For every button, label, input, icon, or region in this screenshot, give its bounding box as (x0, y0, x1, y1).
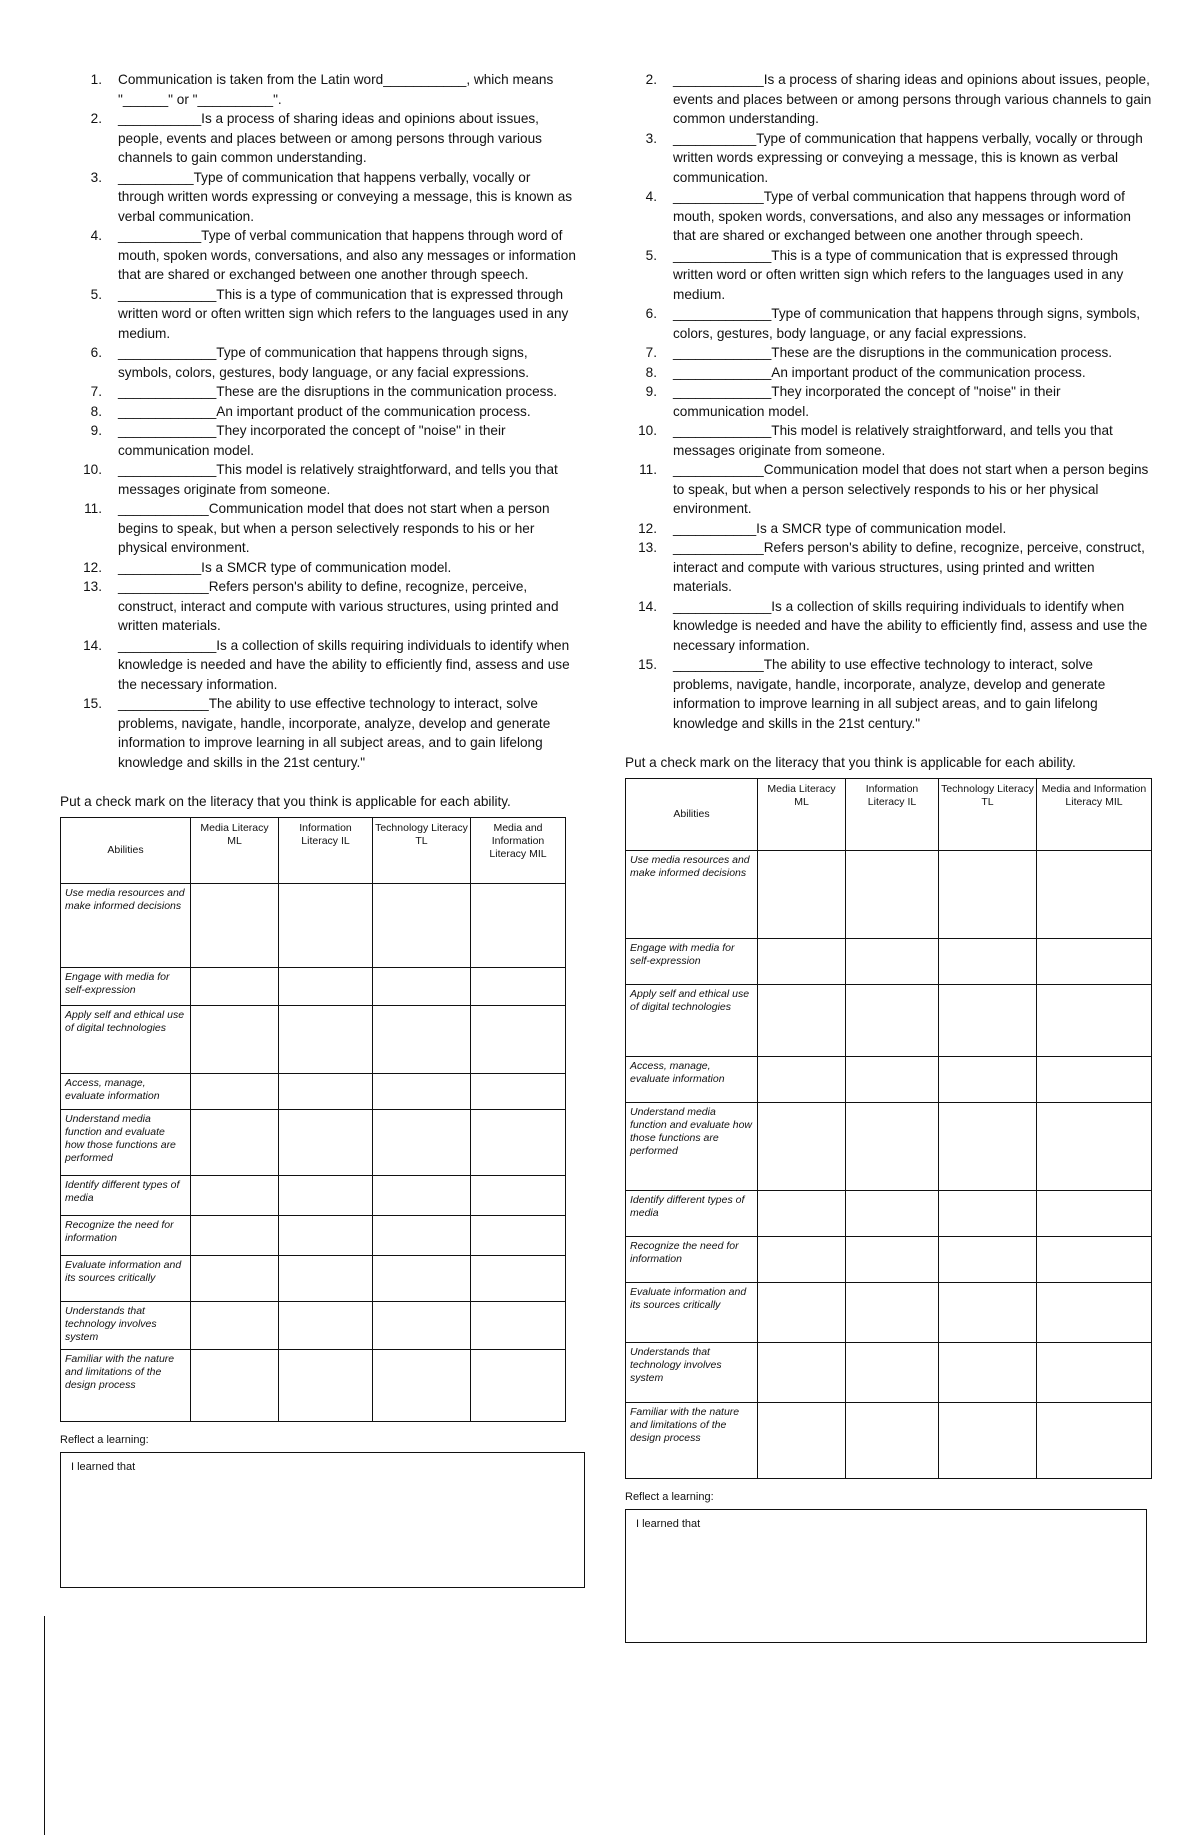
check-cell[interactable] (1037, 1103, 1152, 1191)
check-cell[interactable] (191, 1176, 279, 1216)
question-text: _____________These are the disruptions in the communication process. (118, 384, 558, 399)
check-cell[interactable] (471, 968, 566, 1006)
table-header-row (626, 779, 1152, 851)
question-number: 14. (638, 598, 657, 614)
question-number: 8. (90, 403, 102, 419)
check-cell[interactable] (279, 1176, 373, 1216)
literacy-checklist-table (625, 778, 1152, 1479)
check-cell[interactable] (191, 1216, 279, 1256)
check-cell[interactable] (471, 1302, 566, 1350)
question-number: 11. (84, 501, 102, 516)
question-item (625, 460, 1155, 519)
question-item (60, 70, 580, 109)
question-number: 4. (645, 189, 657, 204)
question-text: _____________An important product of the communication process. (118, 403, 531, 419)
question-item (60, 694, 580, 772)
check-cell[interactable] (279, 1256, 373, 1302)
check-cell[interactable] (1037, 939, 1152, 985)
question-text: ___________Is a process of sharing ideas and opinions about issues, people, events and places between or among persons through various channels to gain common understanding. (118, 111, 542, 165)
question-number: 1. (90, 72, 102, 87)
question-number: 8. (645, 364, 657, 380)
question-item (60, 577, 580, 636)
check-cell[interactable] (279, 884, 373, 968)
question-text: _____________Is a collection of skills requiring individuals to identify when knowledge is needed and have the ability to efficiently find, assess and use the necessary information. (118, 637, 570, 692)
question-item (625, 70, 1155, 129)
question-number: 14. (83, 637, 102, 653)
check-cell[interactable] (191, 1074, 279, 1110)
check-cell[interactable] (471, 1110, 566, 1176)
check-cell[interactable] (758, 1237, 846, 1283)
table-row (61, 884, 566, 968)
question-text: ____________The ability to use effective technology to interact, solve problems, navigate, handle, incorporate, analyze, develop and generate information to improve learning in all subject areas, and to gain lifelong knowledge and skills in the 21st century." (673, 657, 1106, 731)
check-cell[interactable] (471, 1074, 566, 1110)
check-cell[interactable] (191, 1110, 279, 1176)
question-item (625, 655, 1155, 733)
question-text: _____________Type of communication that happens through signs, symbols, colors, gestures, body language, or any facial expressions. (673, 306, 1141, 341)
check-cell[interactable] (939, 1237, 1037, 1283)
check-cell[interactable] (471, 1216, 566, 1256)
check-cell[interactable] (846, 1283, 939, 1343)
check-cell[interactable] (758, 1103, 846, 1191)
check-cell[interactable] (939, 985, 1037, 1057)
question-item (60, 636, 580, 695)
table-row (626, 1103, 1152, 1191)
ability-cell: Engage with media for self-expression (61, 968, 191, 1006)
ability-cell: Access, manage, evaluate information (61, 1074, 191, 1110)
question-number: 6. (90, 345, 102, 360)
question-number: 4. (90, 228, 102, 243)
question-text: _____________They incorporated the concept of "noise" in their communication model. (118, 423, 506, 458)
check-cell[interactable] (846, 851, 939, 939)
check-cell[interactable] (373, 1350, 471, 1422)
literacy-column-header: Technology Literacy TL (939, 779, 1037, 851)
check-cell[interactable] (758, 985, 846, 1057)
table-instruction: Put a check mark on the literacy that you think is applicable for each ability. (60, 794, 511, 809)
check-cell[interactable] (939, 851, 1037, 939)
literacy-column-header: Technology Literacy TL (373, 818, 471, 884)
table-row (61, 1176, 566, 1216)
ability-cell: Understand media function and evaluate how those functions are performed (626, 1103, 758, 1191)
question-number: 9. (90, 423, 102, 438)
question-number: 3. (645, 130, 657, 146)
check-cell[interactable] (279, 1302, 373, 1350)
check-cell[interactable] (191, 884, 279, 968)
right-column (625, 70, 1155, 1643)
question-text: ____________Communication model that does not start when a person begins to speak, but when a person selectively responds to his or her physical environment. (673, 462, 1149, 516)
table-row (626, 1283, 1152, 1343)
literacy-column-header: Media Literacy ML (191, 818, 279, 884)
question-item (60, 402, 580, 422)
table-row (61, 1216, 566, 1256)
literacy-column-header: Media and Information Literacy MIL (1037, 779, 1152, 851)
check-cell[interactable] (1037, 985, 1152, 1057)
check-cell[interactable] (373, 1302, 471, 1350)
question-number: 13. (83, 579, 102, 594)
table-row (61, 1350, 566, 1422)
check-cell[interactable] (471, 1256, 566, 1302)
question-item (625, 129, 1155, 188)
question-text: _____________This is a type of communication that is expressed through written word or often written sign which refers to the languages used in any medium. (673, 247, 1124, 302)
table-row (626, 1191, 1152, 1237)
reflect-label: Reflect a learning: (625, 1491, 714, 1503)
question-text: _____________An important product of the communication process. (673, 364, 1086, 380)
check-cell[interactable] (471, 1006, 566, 1074)
check-cell[interactable] (1037, 1283, 1152, 1343)
check-cell[interactable] (471, 884, 566, 968)
table-row (626, 851, 1152, 939)
question-item (60, 226, 580, 285)
check-cell[interactable] (846, 939, 939, 985)
table-instruction: Put a check mark on the literacy that you think is applicable for each ability. (625, 755, 1076, 770)
check-cell[interactable] (373, 1074, 471, 1110)
table-row (626, 1403, 1152, 1479)
question-number: 12. (638, 520, 657, 536)
check-cell[interactable] (191, 1006, 279, 1074)
question-item (60, 558, 580, 578)
literacy-checklist-table (60, 817, 566, 1422)
question-item (60, 421, 580, 460)
ability-cell: Use media resources and make informed decisions (61, 884, 191, 968)
ability-cell: Identify different types of media (626, 1191, 758, 1237)
question-item (60, 343, 580, 382)
question-number: 2. (645, 72, 657, 87)
check-cell[interactable] (846, 1237, 939, 1283)
check-cell[interactable] (373, 968, 471, 1006)
check-cell[interactable] (939, 1283, 1037, 1343)
check-cell[interactable] (191, 1302, 279, 1350)
check-cell[interactable] (939, 1343, 1037, 1403)
check-cell[interactable] (279, 1110, 373, 1176)
question-item (625, 519, 1155, 539)
question-item (60, 168, 580, 227)
question-text: ____________Is a process of sharing ideas and opinions about issues, people, events and places between or among persons through various channels to gain common understanding. (673, 72, 1152, 126)
question-text: ____________Communication model that does not start when a person begins to speak, but when a person selectively responds to his or her physical environment. (118, 501, 550, 555)
check-cell[interactable] (846, 1403, 939, 1479)
question-item (625, 597, 1155, 656)
check-cell[interactable] (846, 985, 939, 1057)
question-item (60, 499, 580, 558)
ability-cell: Evaluate information and its sources critically (61, 1256, 191, 1302)
check-cell[interactable] (846, 1057, 939, 1103)
question-text: ___________Is a SMCR type of communication model. (673, 520, 1007, 536)
ability-cell: Apply self and ethical use of digital technologies (61, 1006, 191, 1074)
question-item (625, 246, 1155, 305)
check-cell[interactable] (1037, 1343, 1152, 1403)
check-cell[interactable] (1037, 1403, 1152, 1479)
check-cell[interactable] (191, 968, 279, 1006)
check-cell[interactable] (846, 1103, 939, 1191)
question-text: ___________Is a SMCR type of communication model. (118, 559, 452, 575)
reflection-prompt: I learned that (636, 1518, 701, 1530)
check-cell[interactable] (373, 1256, 471, 1302)
question-item (60, 460, 580, 499)
question-item (625, 187, 1155, 246)
question-number: 12. (83, 559, 102, 575)
question-number: 9. (645, 384, 657, 399)
literacy-column-header: Media and Information Literacy MIL (471, 818, 566, 884)
table-row (626, 939, 1152, 985)
check-cell[interactable] (758, 1057, 846, 1103)
check-cell[interactable] (939, 939, 1037, 985)
check-cell[interactable] (758, 939, 846, 985)
check-cell[interactable] (846, 1343, 939, 1403)
table-row (626, 1343, 1152, 1403)
question-number: 10. (638, 423, 657, 438)
check-cell[interactable] (373, 1176, 471, 1216)
question-text: _____________This model is relatively straightforward, and tells you that messages originate from someone. (118, 462, 558, 497)
question-text: ____________Type of verbal communication that happens through word of mouth, spoken words, conversations, and also any messages or information that are shared or exchanged between one another through speech. (673, 189, 1131, 243)
check-cell[interactable] (373, 1006, 471, 1074)
check-cell[interactable] (1037, 1057, 1152, 1103)
table-row (61, 968, 566, 1006)
question-number: 2. (90, 111, 102, 126)
table-row (626, 985, 1152, 1057)
check-cell[interactable] (939, 1103, 1037, 1191)
ability-cell: Identify different types of media (61, 1176, 191, 1216)
check-cell[interactable] (758, 1191, 846, 1237)
table-row (61, 1256, 566, 1302)
check-cell[interactable] (191, 1350, 279, 1422)
check-cell[interactable] (1037, 851, 1152, 939)
question-number: 10. (83, 462, 102, 477)
ability-cell: Familiar with the nature and limitations of the design process (626, 1403, 758, 1479)
check-cell[interactable] (758, 1283, 846, 1343)
left-column (60, 70, 580, 1588)
ability-cell: Access, manage, evaluate information (626, 1057, 758, 1103)
question-text: ___________Type of communication that happens verbally, vocally or through written words expressing or conveying a message, this is known as verbal communication. (673, 130, 1143, 185)
question-text: ____________Refers person's ability to define, recognize, perceive, construct, interact and compute with various structures, using printed and written materials. (673, 540, 1145, 594)
question-number: 7. (645, 345, 657, 360)
question-number: 5. (645, 247, 657, 263)
ability-cell: Engage with media for self-expression (626, 939, 758, 985)
question-number: 3. (90, 169, 102, 185)
question-text: _____________This is a type of communication that is expressed through written word or often written sign which refers to the languages used in any medium. (118, 286, 569, 341)
question-text: _____________Type of communication that happens through signs, symbols, colors, gestures, body language, or any facial expressions. (118, 345, 530, 380)
ability-cell: Understand media function and evaluate how those functions are performed (61, 1110, 191, 1176)
question-text: ____________Refers person's ability to define, recognize, perceive, construct, interact and compute with various structures, using printed and written materials. (118, 579, 559, 633)
check-cell[interactable] (279, 1216, 373, 1256)
ability-cell: Familiar with the nature and limitations of the design process (61, 1350, 191, 1422)
ability-cell: Understands that technology involves system (61, 1302, 191, 1350)
question-text: ____________The ability to use effective technology to interact, solve problems, navigate, handle, incorporate, analyze, develop and generate information to improve learning in all subject areas, and to gain lifelong knowledge and skills in the 21st century." (118, 696, 551, 770)
question-item (60, 109, 580, 168)
literacy-column-header: Information Literacy IL (846, 779, 939, 851)
question-list (60, 70, 580, 772)
literacy-column-header: Media Literacy ML (758, 779, 846, 851)
question-item (625, 343, 1155, 363)
reflect-label: Reflect a learning: (60, 1434, 149, 1446)
reflection-box[interactable] (625, 1509, 1147, 1643)
question-text: ___________Type of verbal communication that happens through word of mouth, spoken words, conversations, and also any messages or information that are shared or exchanged between one another through speech. (118, 228, 576, 282)
abilities-header: Abilities (61, 818, 191, 884)
question-text: _____________They incorporated the concept of "noise" in their communication model. (673, 384, 1061, 419)
question-number: 11. (639, 462, 657, 477)
check-cell[interactable] (758, 851, 846, 939)
table-row (626, 1237, 1152, 1283)
reflection-box[interactable] (60, 1452, 585, 1588)
ability-cell: Recognize the need for information (61, 1216, 191, 1256)
ability-cell: Evaluate information and its sources critically (626, 1283, 758, 1343)
check-cell[interactable] (471, 1350, 566, 1422)
question-text: _____________These are the disruptions in the communication process. (673, 345, 1113, 360)
question-number: 13. (638, 540, 657, 555)
check-cell[interactable] (191, 1256, 279, 1302)
question-item (625, 382, 1155, 421)
question-text: _____________Is a collection of skills requiring individuals to identify when knowledge is needed and have the ability to efficiently find, assess and use the necessary information. (673, 598, 1148, 653)
check-cell[interactable] (279, 1006, 373, 1074)
ability-cell: Use media resources and make informed decisions (626, 851, 758, 939)
abilities-header: Abilities (626, 779, 758, 851)
question-item (625, 421, 1155, 460)
check-cell[interactable] (373, 884, 471, 968)
check-cell[interactable] (758, 1403, 846, 1479)
check-cell[interactable] (846, 1191, 939, 1237)
table-row (61, 1074, 566, 1110)
table-row (61, 1006, 566, 1074)
question-text: _____________This model is relatively straightforward, and tells you that messages originate from someone. (673, 423, 1113, 458)
question-number: 5. (90, 286, 102, 302)
question-item (60, 382, 580, 402)
check-cell[interactable] (939, 1191, 1037, 1237)
check-cell[interactable] (373, 1216, 471, 1256)
question-item (625, 363, 1155, 383)
table-row (61, 1110, 566, 1176)
question-item (60, 285, 580, 344)
check-cell[interactable] (939, 1403, 1037, 1479)
question-list (625, 70, 1155, 733)
question-number: 6. (645, 306, 657, 321)
reflection-prompt: I learned that (71, 1461, 136, 1473)
table-row (626, 1057, 1152, 1103)
question-text: __________Type of communication that happens verbally, vocally or through written words expressing or conveying a message, this is known as verbal communication. (118, 169, 573, 224)
question-number: 7. (90, 384, 102, 399)
check-cell[interactable] (279, 1350, 373, 1422)
ability-cell: Recognize the need for information (626, 1237, 758, 1283)
question-item (625, 304, 1155, 343)
ability-cell: Understands that technology involves system (626, 1343, 758, 1403)
literacy-column-header: Information Literacy IL (279, 818, 373, 884)
check-cell[interactable] (758, 1343, 846, 1403)
question-number: 15. (638, 657, 657, 672)
ability-cell: Apply self and ethical use of digital technologies (626, 985, 758, 1057)
check-cell[interactable] (939, 1057, 1037, 1103)
table-header-row (61, 818, 566, 884)
check-cell[interactable] (279, 968, 373, 1006)
check-cell[interactable] (279, 1074, 373, 1110)
margin-line (44, 1616, 45, 1835)
check-cell[interactable] (373, 1110, 471, 1176)
check-cell[interactable] (471, 1176, 566, 1216)
table-row (61, 1302, 566, 1350)
check-cell[interactable] (1037, 1191, 1152, 1237)
question-text: Communication is taken from the Latin word___________, which means "______" or "__________". (118, 72, 554, 107)
check-cell[interactable] (1037, 1237, 1152, 1283)
question-item (625, 538, 1155, 597)
question-number: 15. (83, 696, 102, 711)
